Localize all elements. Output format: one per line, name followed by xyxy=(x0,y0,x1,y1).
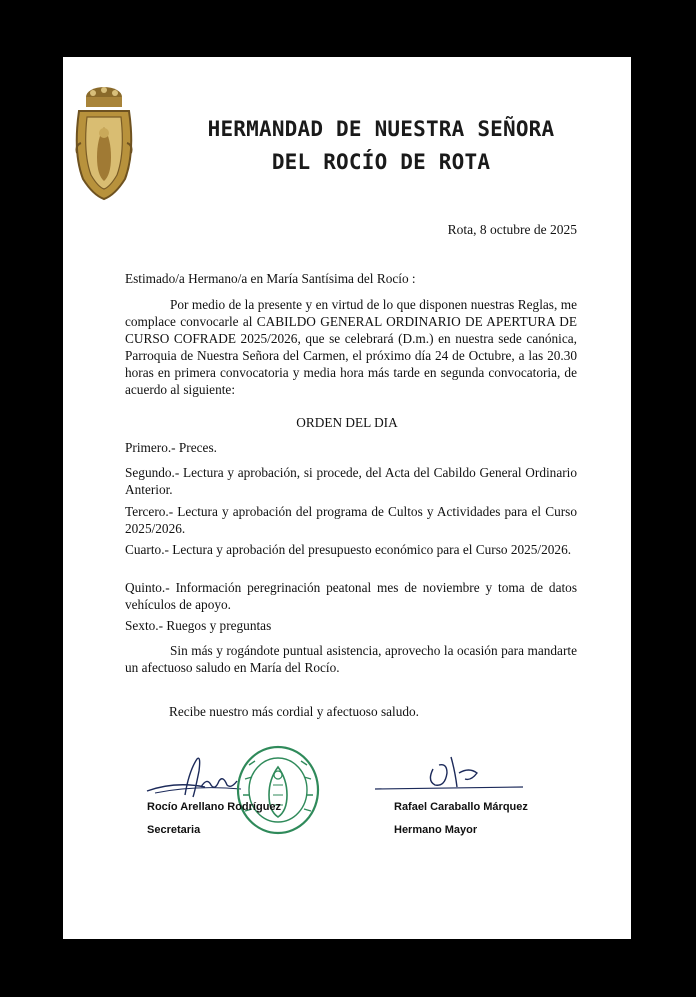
agenda-item: Segundo.- Lectura y aprobación, si procede, del Acta del Cabildo General Ordinario Anterior. xyxy=(125,465,577,497)
title-line-2: DEL ROCÍO DE ROTA xyxy=(271,150,491,174)
document-title xyxy=(191,113,571,179)
secretary-role: Secretaria xyxy=(147,824,201,836)
hermano-mayor-signature xyxy=(373,751,533,795)
salutation: Estimado/a Hermano/a en María Santísima del Rocío : xyxy=(125,271,416,286)
letter-date: Rota, 8 octubre de 2025 xyxy=(447,222,577,237)
agenda-item: Quinto.- Información peregrinación peatonal mes de noviembre y toma de datos vehículos de apoyo. xyxy=(125,580,577,612)
brotherhood-crest-logo xyxy=(73,83,135,201)
title-line-1: HERMANDAD DE NUESTRA SEÑORA xyxy=(207,117,555,141)
secretary-signature xyxy=(145,751,245,801)
intro-paragraph: Por medio de la presente y en virtud de lo que disponen nuestras Reglas, me complace convocarle al CABILDO GENERAL ORDINARIO DE APERTURA DE CURSO COFRADE 2025/2026, que se celebrará (D.m.) en nuestra sede canónica, Parroquia de Nuestra Señora del Carmen, el próximo día 24 de Octubre, a las 20.30 horas en primera convocatoria y media hora más tarde en segunda convocatoria, de acuerdo al siguiente: xyxy=(125,297,577,397)
hermano-mayor-role: Hermano Mayor xyxy=(394,824,478,836)
letter-page xyxy=(63,57,631,939)
agenda-item: Tercero.- Lectura y aprobación del programa de Cultos y Actividades para el Curso 2025/2026. xyxy=(125,504,577,536)
agenda-title: ORDEN DEL DIA xyxy=(296,415,398,430)
agenda-item: Primero.- Preces. xyxy=(125,440,217,455)
regards-line: Recibe nuestro más cordial y afectuoso saludo. xyxy=(169,704,419,719)
agenda-item: Sexto.- Ruegos y preguntas xyxy=(125,618,272,633)
secretary-name: Rocío Arellano Rodríguez xyxy=(147,801,282,813)
agenda-item: Cuarto.- Lectura y aprobación del presupuesto económico para el Curso 2025/2026. xyxy=(125,542,572,557)
hermano-mayor-name: Rafael Caraballo Márquez xyxy=(394,801,528,813)
brotherhood-seal-stamp xyxy=(235,745,321,835)
closing-paragraph: Sin más y rogándote puntual asistencia, aprovecho la ocasión para mandarte un afectuoso saludo en María del Rocío. xyxy=(125,643,577,675)
